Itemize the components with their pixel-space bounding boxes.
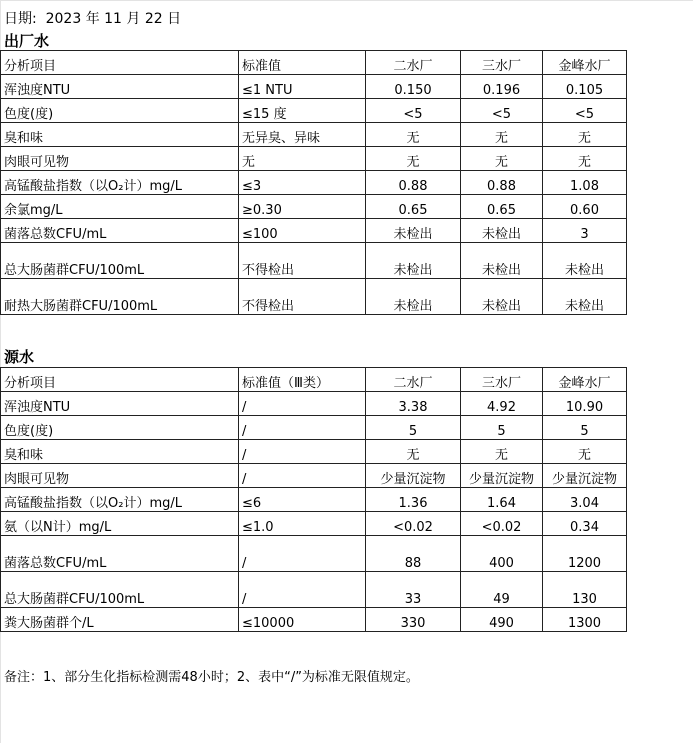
value-cell[interactable]: 5 [461,416,543,440]
table-row [1,416,627,440]
value-cell[interactable]: 1.64 [461,488,543,512]
value-cell[interactable]: 0.105 [543,75,627,99]
value-cell[interactable]: 1300 [543,608,627,632]
item-cell[interactable]: 总大肠菌群CFU/100mL [1,243,239,279]
table-row [1,572,627,608]
standard-cell[interactable]: 无 [239,147,366,171]
item-cell[interactable]: 色度(度) [1,99,239,123]
value-cell[interactable]: 0.65 [366,195,461,219]
table-row [1,279,627,315]
standard-cell[interactable]: 不得检出 [239,243,366,279]
header-cell[interactable]: 标准值（Ⅲ类） [239,368,366,392]
header-cell[interactable]: 标准值 [239,51,366,75]
standard-cell[interactable]: / [239,392,366,416]
item-cell[interactable]: 肉眼可见物 [1,464,239,488]
standard-cell[interactable]: / [239,416,366,440]
value-cell[interactable]: 无 [543,440,627,464]
source-water-table [0,367,627,632]
value-cell[interactable]: 3.38 [366,392,461,416]
item-cell[interactable]: 耐热大肠菌群CFU/100mL [1,279,239,315]
standard-cell[interactable]: ≤3 [239,171,366,195]
standard-cell[interactable]: ≤6 [239,488,366,512]
item-cell[interactable]: 粪大肠菌群个/L [1,608,239,632]
value-cell[interactable]: 33 [366,572,461,608]
value-cell[interactable]: 5 [366,416,461,440]
header-cell[interactable]: 金峰水厂 [543,51,627,75]
item-cell[interactable]: 浑浊度NTU [1,392,239,416]
standard-cell[interactable]: / [239,572,366,608]
item-cell[interactable]: 浑浊度NTU [1,75,239,99]
value-cell[interactable]: 0.60 [543,195,627,219]
standard-cell[interactable]: ≤1 NTU [239,75,366,99]
item-cell[interactable]: 臭和味 [1,440,239,464]
value-cell[interactable]: 无 [543,123,627,147]
standard-cell[interactable]: ≤1.0 [239,512,366,536]
header-cell[interactable]: 三水厂 [461,368,543,392]
value-cell[interactable]: 490 [461,608,543,632]
standard-cell[interactable]: / [239,464,366,488]
value-cell[interactable]: 无 [461,440,543,464]
standard-cell[interactable]: ≤100 [239,219,366,243]
standard-cell[interactable]: ≥0.30 [239,195,366,219]
item-cell[interactable]: 肉眼可见物 [1,147,239,171]
table-row [1,123,627,147]
standard-cell[interactable]: ≤10000 [239,608,366,632]
value-cell[interactable]: 0.196 [461,75,543,99]
table-row [1,488,627,512]
table-row [1,464,627,488]
value-cell[interactable]: 4.92 [461,392,543,416]
report-date: 日期: 2023 年 11 月 22 日 [4,11,182,27]
table-row [1,512,627,536]
value-cell[interactable]: <5 [461,99,543,123]
table-row [1,536,627,572]
value-cell[interactable]: <0.02 [366,512,461,536]
table-header-row [1,51,627,75]
value-cell[interactable]: 0.150 [366,75,461,99]
section-title-source-water: 源水 [4,348,35,366]
item-cell[interactable]: 氨（以N计）mg/L [1,512,239,536]
value-cell[interactable]: 0.34 [543,512,627,536]
standard-cell[interactable]: 不得检出 [239,279,366,315]
value-cell[interactable]: 未检出 [543,279,627,315]
standard-cell[interactable]: / [239,440,366,464]
value-cell[interactable]: 1.36 [366,488,461,512]
header-cell[interactable]: 分析项目 [1,368,239,392]
table-row [1,99,627,123]
header-cell[interactable]: 金峰水厂 [543,368,627,392]
value-cell[interactable]: 少量沉淀物 [543,464,627,488]
table-row [1,195,627,219]
value-cell[interactable]: <5 [543,99,627,123]
standard-cell[interactable]: ≤15 度 [239,99,366,123]
table-row [1,171,627,195]
value-cell[interactable]: 0.88 [366,171,461,195]
value-cell[interactable]: <0.02 [461,512,543,536]
item-cell[interactable]: 色度(度) [1,416,239,440]
value-cell[interactable]: 5 [543,416,627,440]
value-cell[interactable]: 1200 [543,536,627,572]
value-cell[interactable]: 无 [543,147,627,171]
value-cell[interactable]: 10.90 [543,392,627,416]
value-cell[interactable]: 未检出 [366,243,461,279]
value-cell[interactable]: 330 [366,608,461,632]
item-cell[interactable]: 菌落总数CFU/mL [1,536,239,572]
value-cell[interactable]: 未检出 [461,279,543,315]
header-cell[interactable]: 三水厂 [461,51,543,75]
value-cell[interactable]: 3 [543,219,627,243]
value-cell[interactable]: 未检出 [366,219,461,243]
header-cell[interactable]: 分析项目 [1,51,239,75]
item-cell[interactable]: 高锰酸盐指数（以O₂计）mg/L [1,488,239,512]
value-cell[interactable]: 130 [543,572,627,608]
header-cell[interactable]: 二水厂 [366,51,461,75]
remarks-note: 备注：1、部分生化指标检测需48小时；2、表中“/”为标准无限值规定。 [4,670,419,685]
value-cell[interactable]: 无 [461,147,543,171]
standard-cell[interactable]: 无异臭、异味 [239,123,366,147]
value-cell[interactable]: 少量沉淀物 [366,464,461,488]
value-cell[interactable]: 0.88 [461,171,543,195]
standard-cell[interactable]: / [239,536,366,572]
item-cell[interactable]: 总大肠菌群CFU/100mL [1,572,239,608]
value-cell[interactable]: <5 [366,99,461,123]
item-cell[interactable]: 臭和味 [1,123,239,147]
value-cell[interactable]: 无 [366,147,461,171]
outlet-water-table [0,50,627,315]
value-cell[interactable]: 未检出 [366,279,461,315]
value-cell[interactable]: 未检出 [461,243,543,279]
section-title-outlet-water: 出厂水 [4,32,50,50]
table-row [1,147,627,171]
value-cell[interactable]: 无 [366,123,461,147]
value-cell[interactable]: 无 [461,123,543,147]
item-cell[interactable]: 余氯mg/L [1,195,239,219]
table-header-row [1,368,627,392]
value-cell[interactable]: 49 [461,572,543,608]
header-cell[interactable]: 二水厂 [366,368,461,392]
table-row [1,243,627,279]
value-cell[interactable]: 0.65 [461,195,543,219]
value-cell[interactable]: 1.08 [543,171,627,195]
value-cell[interactable]: 400 [461,536,543,572]
item-cell[interactable]: 菌落总数CFU/mL [1,219,239,243]
table-row [1,75,627,99]
value-cell[interactable]: 未检出 [543,243,627,279]
value-cell[interactable]: 未检出 [461,219,543,243]
value-cell[interactable]: 3.04 [543,488,627,512]
table-row [1,440,627,464]
table-row [1,219,627,243]
value-cell[interactable]: 88 [366,536,461,572]
value-cell[interactable]: 少量沉淀物 [461,464,543,488]
value-cell[interactable]: 无 [366,440,461,464]
item-cell[interactable]: 高锰酸盐指数（以O₂计）mg/L [1,171,239,195]
table-row [1,608,627,632]
table-row [1,392,627,416]
